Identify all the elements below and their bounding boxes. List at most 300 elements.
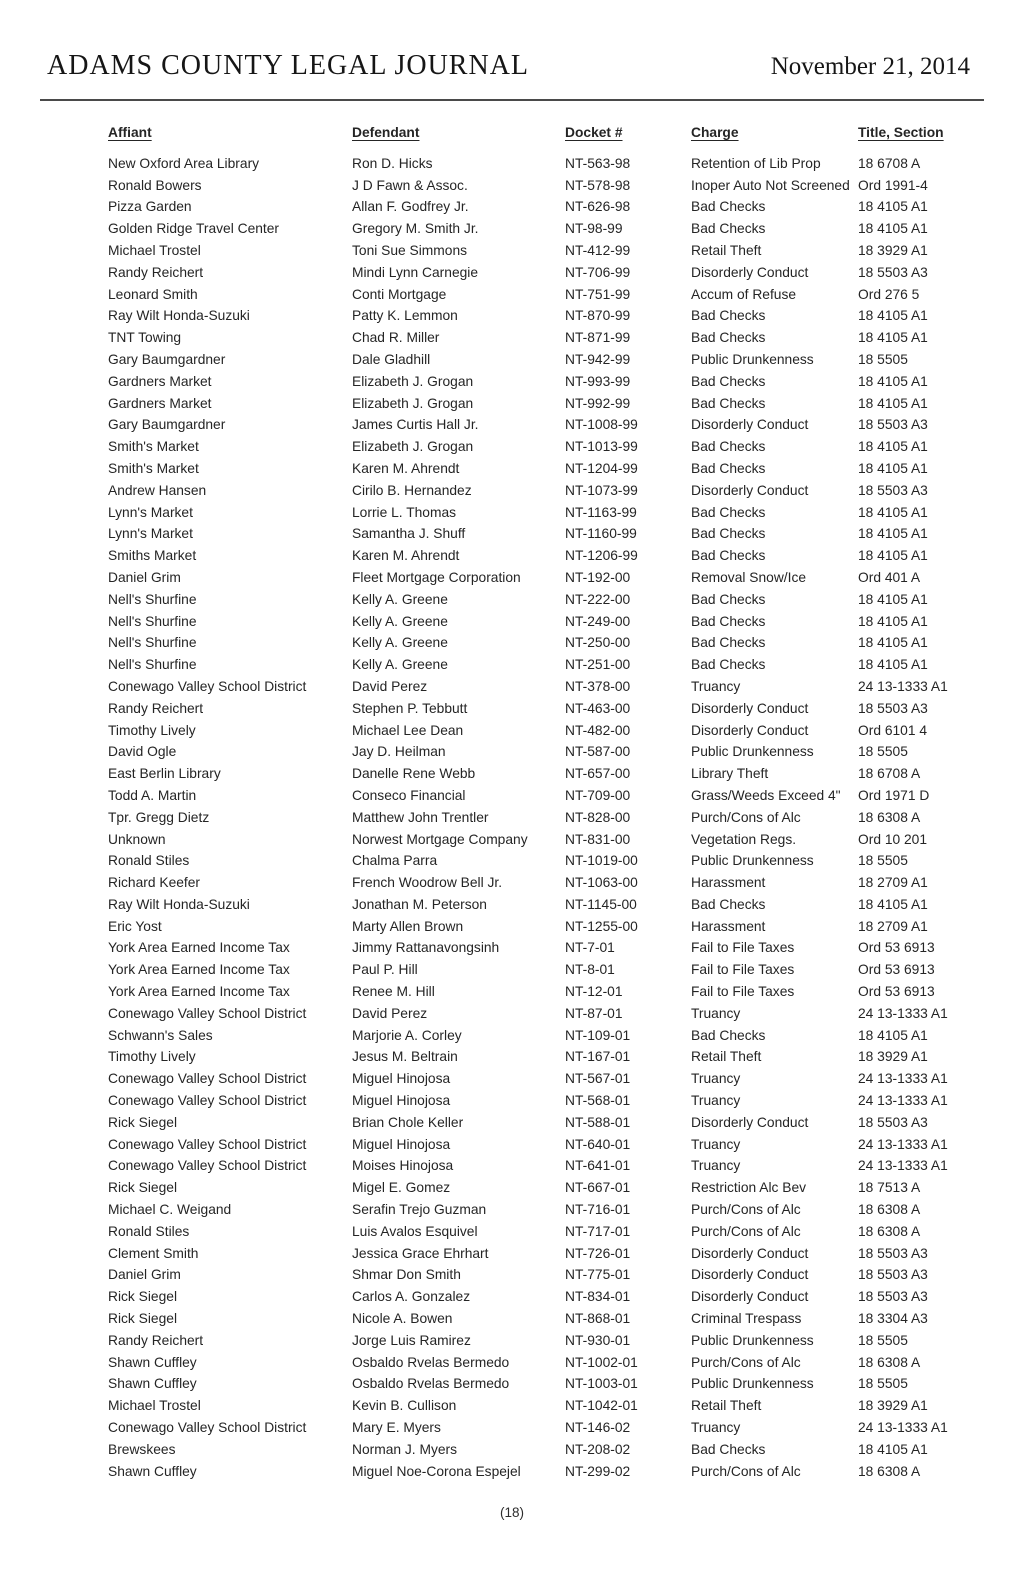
cell-affiant: Conewago Valley School District (108, 1136, 307, 1152)
cell-title-section: 18 4105 A1 (858, 548, 928, 564)
cell-docket: NT-831-00 (565, 831, 631, 847)
cell-affiant: Shawn Cuffley (108, 1376, 197, 1392)
cell-affiant: Richard Keefer (108, 875, 201, 891)
table-row (108, 1264, 980, 1286)
cell-title-section: 18 4105 A1 (858, 199, 928, 215)
cell-defendant: James Curtis Hall Jr. (352, 417, 479, 433)
journal-title: ADAMS COUNTY LEGAL JOURNAL (47, 50, 530, 81)
cell-docket: NT-834-01 (565, 1289, 631, 1305)
cell-affiant: Conewago Valley School District (108, 1158, 307, 1174)
cell-charge: Bad Checks (691, 308, 766, 324)
cell-defendant: Chalma Parra (352, 853, 438, 869)
cell-title-section: 18 3929 A1 (858, 1049, 928, 1065)
cell-defendant: Paul P. Hill (352, 962, 418, 978)
cell-charge: Harassment (691, 875, 766, 891)
cell-title-section: Ord 53 6913 (858, 984, 935, 1000)
court-table-body (108, 153, 980, 1483)
table-header-row (108, 122, 980, 144)
cell-title-section: 24 13-1333 A1 (858, 1093, 948, 1109)
cell-defendant: Kelly A. Greene (352, 657, 448, 673)
table-row (108, 676, 980, 698)
cell-defendant: Lorrie L. Thomas (352, 504, 457, 520)
table-row (108, 262, 980, 284)
cell-docket: NT-1019-00 (565, 853, 638, 869)
cell-affiant: Shawn Cuffley (108, 1463, 197, 1479)
cell-charge: Disorderly Conduct (691, 417, 809, 433)
cell-defendant: Kelly A. Greene (352, 591, 448, 607)
cell-defendant: Elizabeth J. Grogan (352, 439, 474, 455)
table-row (108, 632, 980, 654)
cell-affiant: Brewskees (108, 1441, 176, 1457)
table-row (108, 1068, 980, 1090)
cell-charge: Purch/Cons of Alc (691, 1463, 801, 1479)
cell-defendant: Brian Chole Keller (352, 1114, 464, 1130)
cell-affiant: Schwann's Sales (108, 1027, 213, 1043)
cell-title-section: 18 5505 (858, 744, 908, 760)
cell-charge: Bad Checks (691, 221, 766, 237)
cell-docket: NT-251-00 (565, 657, 631, 673)
cell-charge: Purch/Cons of Alc (691, 809, 801, 825)
cell-defendant: Renee M. Hill (352, 984, 435, 1000)
cell-docket: NT-299-02 (565, 1463, 631, 1479)
cell-docket: NT-412-99 (565, 242, 631, 258)
cell-title-section: Ord 1971 D (858, 787, 930, 803)
cell-title-section: 18 6308 A (858, 1223, 921, 1239)
cell-defendant: Dale Gladhill (352, 351, 431, 367)
cell-title-section: 18 5505 (858, 351, 908, 367)
cell-affiant: Conewago Valley School District (108, 1071, 307, 1087)
cell-charge: Purch/Cons of Alc (691, 1354, 801, 1370)
cell-affiant: Rick Siegel (108, 1114, 178, 1130)
cell-title-section: 18 3929 A1 (858, 1398, 928, 1414)
table-row (108, 611, 980, 633)
cell-title-section: 18 6308 A (858, 1463, 921, 1479)
cell-title-section: 18 4105 A1 (858, 504, 928, 520)
cell-title-section: 18 4105 A1 (858, 395, 928, 411)
cell-charge: Truancy (691, 1071, 741, 1087)
cell-affiant: Tpr. Gregg Dietz (108, 809, 210, 825)
table-row (108, 916, 980, 938)
cell-title-section: 24 13-1333 A1 (858, 1420, 948, 1436)
cell-defendant: Jay D. Heilman (352, 744, 446, 760)
table-row (108, 785, 980, 807)
cell-affiant: York Area Earned Income Tax (108, 962, 290, 978)
table-row (108, 1221, 980, 1243)
cell-defendant: Patty K. Lemmon (352, 308, 458, 324)
cell-affiant: Randy Reichert (108, 1332, 204, 1348)
cell-docket: NT-146-02 (565, 1420, 631, 1436)
cell-charge: Bad Checks (691, 460, 766, 476)
cell-defendant: Elizabeth J. Grogan (352, 373, 474, 389)
cell-charge: Restriction Alc Bev (691, 1180, 807, 1196)
cell-charge: Inoper Auto Not Screened (691, 177, 850, 193)
table-row (108, 1177, 980, 1199)
cell-charge: Library Theft (691, 766, 769, 782)
table-row (108, 1461, 980, 1483)
cell-title-section: 18 7513 A (858, 1180, 921, 1196)
cell-docket: NT-1163-99 (565, 504, 637, 520)
cell-docket: NT-578-98 (565, 177, 631, 193)
cell-affiant: David Ogle (108, 744, 177, 760)
table-row (108, 937, 980, 959)
cell-docket: NT-717-01 (565, 1223, 631, 1239)
cell-charge: Truancy (691, 1136, 741, 1152)
cell-affiant: Ray Wilt Honda-Suzuki (108, 308, 250, 324)
cell-title-section: 18 2709 A1 (858, 875, 928, 891)
table-row (108, 1417, 980, 1439)
cell-docket: NT-249-00 (565, 613, 631, 629)
table-row (108, 1330, 980, 1352)
cell-title-section: 18 4105 A1 (858, 526, 928, 542)
cell-defendant: Matthew John Trentler (352, 809, 489, 825)
cell-docket: NT-1160-99 (565, 526, 637, 542)
table-row (108, 1090, 980, 1112)
cell-docket: NT-706-99 (565, 264, 631, 280)
table-row (108, 1395, 980, 1417)
cell-defendant: Marty Allen Brown (352, 918, 464, 934)
cell-title-section: 18 6308 A (858, 1202, 921, 1218)
cell-title-section: 18 6708 A (858, 155, 921, 171)
table-row (108, 981, 980, 1003)
cell-charge: Grass/Weeds Exceed 4" (691, 787, 841, 803)
cell-affiant: East Berlin Library (108, 766, 221, 782)
cell-affiant: Ronald Stiles (108, 853, 190, 869)
cell-defendant: Moises Hinojosa (352, 1158, 454, 1174)
cell-defendant: Conseco Financial (352, 787, 466, 803)
cell-defendant: Miguel Hinojosa (352, 1093, 451, 1109)
cell-affiant: Gardners Market (108, 395, 212, 411)
cell-title-section: 18 4105 A1 (858, 657, 928, 673)
cell-affiant: Todd A. Martin (108, 787, 197, 803)
column-header-defendant: Defendant (352, 125, 420, 140)
table-row (108, 1112, 980, 1134)
cell-affiant: Rick Siegel (108, 1311, 178, 1327)
cell-docket: NT-930-01 (565, 1332, 631, 1348)
cell-affiant: Michael Trostel (108, 1398, 201, 1414)
cell-charge: Disorderly Conduct (691, 1245, 809, 1261)
cell-charge: Bad Checks (691, 395, 766, 411)
cell-charge: Truancy (691, 1158, 741, 1174)
cell-docket: NT-192-00 (565, 569, 631, 585)
table-row (108, 1199, 980, 1221)
masthead (47, 50, 970, 82)
cell-docket: NT-1206-99 (565, 548, 638, 564)
cell-title-section: 24 13-1333 A1 (858, 1136, 948, 1152)
cell-defendant: Stephen P. Tebbutt (352, 700, 468, 716)
cell-defendant: Jimmy Rattanavongsinh (352, 940, 500, 956)
cell-affiant: Golden Ridge Travel Center (108, 221, 280, 237)
cell-defendant: Toni Sue Simmons (352, 242, 468, 258)
cell-docket: NT-1145-00 (565, 896, 637, 912)
table-row (108, 371, 980, 393)
cell-title-section: 18 5503 A3 (858, 1114, 928, 1130)
column-header-affiant: Affiant (108, 125, 152, 140)
cell-title-section: 18 5505 (858, 853, 908, 869)
cell-docket: NT-12-01 (565, 984, 623, 1000)
cell-title-section: Ord 6101 4 (858, 722, 928, 738)
cell-affiant: New Oxford Area Library (108, 155, 260, 171)
cell-docket: NT-587-00 (565, 744, 631, 760)
cell-charge: Removal Snow/Ice (691, 569, 807, 585)
cell-affiant: TNT Towing (108, 330, 182, 346)
cell-title-section: Ord 53 6913 (858, 940, 935, 956)
table-row (108, 284, 980, 306)
cell-charge: Bad Checks (691, 373, 766, 389)
cell-defendant: Serafin Trejo Guzman (352, 1202, 487, 1218)
table-row (108, 349, 980, 371)
cell-defendant: Norwest Mortgage Company (352, 831, 528, 847)
table-row (108, 741, 980, 763)
table-row (108, 153, 980, 175)
cell-docket: NT-709-00 (565, 787, 631, 803)
cell-charge: Disorderly Conduct (691, 1267, 809, 1283)
cell-affiant: Randy Reichert (108, 700, 204, 716)
table-row (108, 240, 980, 262)
cell-docket: NT-563-98 (565, 155, 631, 171)
cell-docket: NT-167-01 (565, 1049, 631, 1065)
cell-docket: NT-588-01 (565, 1114, 631, 1130)
cell-defendant: Conti Mortgage (352, 286, 447, 302)
table-row (108, 850, 980, 872)
cell-defendant: Karen M. Ahrendt (352, 548, 460, 564)
cell-docket: NT-942-99 (565, 351, 631, 367)
cell-docket: NT-109-01 (565, 1027, 631, 1043)
cell-affiant: Leonard Smith (108, 286, 198, 302)
cell-docket: NT-1008-99 (565, 417, 638, 433)
cell-charge: Bad Checks (691, 591, 766, 607)
cell-charge: Public Drunkenness (691, 1376, 814, 1392)
table-row (108, 720, 980, 742)
cell-defendant: Jonathan M. Peterson (352, 896, 487, 912)
cell-title-section: 18 4105 A1 (858, 635, 928, 651)
cell-title-section: 18 4105 A1 (858, 591, 928, 607)
cell-affiant: Rick Siegel (108, 1180, 178, 1196)
cell-affiant: Smith's Market (108, 439, 199, 455)
cell-docket: NT-378-00 (565, 678, 631, 694)
cell-docket: NT-726-01 (565, 1245, 631, 1261)
cell-docket: NT-716-01 (565, 1202, 631, 1218)
table-row (108, 458, 980, 480)
cell-charge: Truancy (691, 678, 741, 694)
cell-title-section: 18 5505 (858, 1376, 908, 1392)
cell-docket: NT-828-00 (565, 809, 631, 825)
cell-affiant: Michael Trostel (108, 242, 201, 258)
cell-defendant: Kelly A. Greene (352, 635, 448, 651)
cell-charge: Bad Checks (691, 199, 766, 215)
cell-charge: Bad Checks (691, 1027, 766, 1043)
cell-affiant: Andrew Hansen (108, 482, 207, 498)
cell-defendant: Fleet Mortgage Corporation (352, 569, 521, 585)
table-row (108, 523, 980, 545)
cell-title-section: 18 4105 A1 (858, 330, 928, 346)
table-row (108, 1134, 980, 1156)
cell-affiant: Nell's Shurfine (108, 613, 197, 629)
cell-charge: Vegetation Regs. (691, 831, 797, 847)
cell-defendant: Luis Avalos Esquivel (352, 1223, 478, 1239)
table-row (108, 327, 980, 349)
cell-defendant: Danelle Rene Webb (352, 766, 476, 782)
cell-defendant: Migel E. Gomez (352, 1180, 451, 1196)
cell-docket: NT-868-01 (565, 1311, 631, 1327)
cell-affiant: Michael C. Weigand (108, 1202, 232, 1218)
cell-charge: Truancy (691, 1005, 741, 1021)
cell-docket: NT-567-01 (565, 1071, 631, 1087)
table-row (108, 305, 980, 327)
table-row (108, 807, 980, 829)
cell-docket: NT-222-00 (565, 591, 631, 607)
cell-affiant: Pizza Garden (108, 199, 192, 215)
table-row (108, 1373, 980, 1395)
cell-docket: NT-482-00 (565, 722, 631, 738)
table-row (108, 175, 980, 197)
cell-defendant: Carlos A. Gonzalez (352, 1289, 471, 1305)
cell-title-section: 18 5503 A3 (858, 264, 928, 280)
cell-charge: Public Drunkenness (691, 853, 814, 869)
cell-title-section: 18 4105 A1 (858, 439, 928, 455)
masthead-divider (40, 99, 984, 101)
table-row (108, 829, 980, 851)
cell-charge: Criminal Trespass (691, 1311, 802, 1327)
cell-charge: Disorderly Conduct (691, 700, 809, 716)
column-header-docket: Docket # (565, 125, 623, 140)
cell-title-section: 18 6708 A (858, 766, 921, 782)
cell-defendant: Michael Lee Dean (352, 722, 464, 738)
table-row (108, 1046, 980, 1068)
cell-docket: NT-993-99 (565, 373, 631, 389)
cell-title-section: 18 4105 A1 (858, 221, 928, 237)
cell-affiant: Nell's Shurfine (108, 657, 197, 673)
cell-defendant: David Perez (352, 1005, 428, 1021)
table-row (108, 1286, 980, 1308)
cell-defendant: Ron D. Hicks (352, 155, 433, 171)
table-row (108, 1308, 980, 1330)
cell-title-section: Ord 53 6913 (858, 962, 935, 978)
cell-defendant: Jorge Luis Ramirez (352, 1332, 471, 1348)
table-row (108, 393, 980, 415)
cell-affiant: Gary Baumgardner (108, 417, 226, 433)
cell-defendant: Jesus M. Beltrain (352, 1049, 458, 1065)
cell-defendant: Marjorie A. Corley (352, 1027, 462, 1043)
cell-affiant: Daniel Grim (108, 569, 181, 585)
cell-title-section: 18 5503 A3 (858, 700, 928, 716)
cell-title-section: 24 13-1333 A1 (858, 1071, 948, 1087)
cell-title-section: Ord 276 5 (858, 286, 920, 302)
cell-charge: Disorderly Conduct (691, 722, 809, 738)
cell-defendant: Miguel Hinojosa (352, 1136, 451, 1152)
cell-title-section: 18 4105 A1 (858, 373, 928, 389)
table-row (108, 872, 980, 894)
cell-defendant: Samantha J. Shuff (352, 526, 466, 542)
column-header-charge: Charge (691, 125, 739, 140)
table-row (108, 1155, 980, 1177)
cell-docket: NT-463-00 (565, 700, 631, 716)
table-row (108, 698, 980, 720)
cell-docket: NT-7-01 (565, 940, 615, 956)
issue-date: November 21, 2014 (770, 53, 970, 80)
cell-defendant: Mindi Lynn Carnegie (352, 264, 479, 280)
cell-title-section: 24 13-1333 A1 (858, 1158, 948, 1174)
cell-charge: Bad Checks (691, 635, 766, 651)
cell-defendant: Elizabeth J. Grogan (352, 395, 474, 411)
cell-charge: Bad Checks (691, 1441, 766, 1457)
cell-defendant: J D Fawn & Assoc. (352, 177, 468, 193)
cell-charge: Bad Checks (691, 613, 766, 629)
cell-title-section: 18 4105 A1 (858, 896, 928, 912)
table-row (108, 1352, 980, 1374)
cell-defendant: Jessica Grace Ehrhart (352, 1245, 489, 1261)
cell-docket: NT-1063-00 (565, 875, 638, 891)
table-row (108, 1025, 980, 1047)
cell-docket: NT-8-01 (565, 962, 615, 978)
cell-affiant: Conewago Valley School District (108, 1093, 307, 1109)
cell-affiant: Timothy Lively (108, 722, 196, 738)
cell-title-section: 24 13-1333 A1 (858, 1005, 948, 1021)
table-row (108, 959, 980, 981)
cell-defendant: Miguel Hinojosa (352, 1071, 451, 1087)
cell-charge: Bad Checks (691, 548, 766, 564)
cell-docket: NT-640-01 (565, 1136, 631, 1152)
cell-docket: NT-1042-01 (565, 1398, 638, 1414)
cell-docket: NT-870-99 (565, 308, 631, 324)
cell-affiant: Rick Siegel (108, 1289, 178, 1305)
cell-docket: NT-641-01 (565, 1158, 631, 1174)
cell-affiant: Clement Smith (108, 1245, 199, 1261)
table-row (108, 654, 980, 676)
court-table (108, 122, 980, 1482)
table-row (108, 1439, 980, 1461)
cell-docket: NT-657-00 (565, 766, 631, 782)
cell-title-section: 18 4105 A1 (858, 1027, 928, 1043)
cell-charge: Purch/Cons of Alc (691, 1223, 801, 1239)
cell-charge: Disorderly Conduct (691, 482, 809, 498)
cell-charge: Bad Checks (691, 439, 766, 455)
cell-title-section: Ord 401 A (858, 569, 921, 585)
cell-affiant: Gardners Market (108, 373, 212, 389)
cell-defendant: Osbaldo Rvelas Bermedo (352, 1376, 510, 1392)
table-row (108, 414, 980, 436)
table-row (108, 480, 980, 502)
cell-title-section: Ord 1991-4 (858, 177, 928, 193)
cell-affiant: York Area Earned Income Tax (108, 984, 290, 1000)
cell-docket: NT-87-01 (565, 1005, 623, 1021)
cell-docket: NT-208-02 (565, 1441, 631, 1457)
cell-affiant: Randy Reichert (108, 264, 204, 280)
cell-title-section: 18 4105 A1 (858, 1441, 928, 1457)
cell-title-section: 18 6308 A (858, 809, 921, 825)
table-row (108, 196, 980, 218)
cell-affiant: Ray Wilt Honda-Suzuki (108, 896, 250, 912)
cell-defendant: Cirilo B. Hernandez (352, 482, 472, 498)
cell-title-section: 18 4105 A1 (858, 460, 928, 476)
cell-title-section: 18 2709 A1 (858, 918, 928, 934)
table-row (108, 218, 980, 240)
cell-defendant: Miguel Noe-Corona Espejel (352, 1463, 521, 1479)
cell-charge: Public Drunkenness (691, 744, 814, 760)
cell-affiant: Lynn's Market (108, 526, 193, 542)
cell-docket: NT-626-98 (565, 199, 631, 215)
cell-charge: Disorderly Conduct (691, 1289, 809, 1305)
cell-charge: Fail to File Taxes (691, 962, 795, 978)
cell-title-section: 18 5503 A3 (858, 1289, 928, 1305)
cell-title-section: 18 5503 A3 (858, 1245, 928, 1261)
cell-docket: NT-1013-99 (565, 439, 638, 455)
cell-defendant: David Perez (352, 678, 428, 694)
cell-docket: NT-568-01 (565, 1093, 631, 1109)
cell-defendant: Mary E. Myers (352, 1420, 441, 1436)
cell-defendant: Nicole A. Bowen (352, 1311, 453, 1327)
cell-docket: NT-667-01 (565, 1180, 631, 1196)
cell-defendant: Osbaldo Rvelas Bermedo (352, 1354, 510, 1370)
